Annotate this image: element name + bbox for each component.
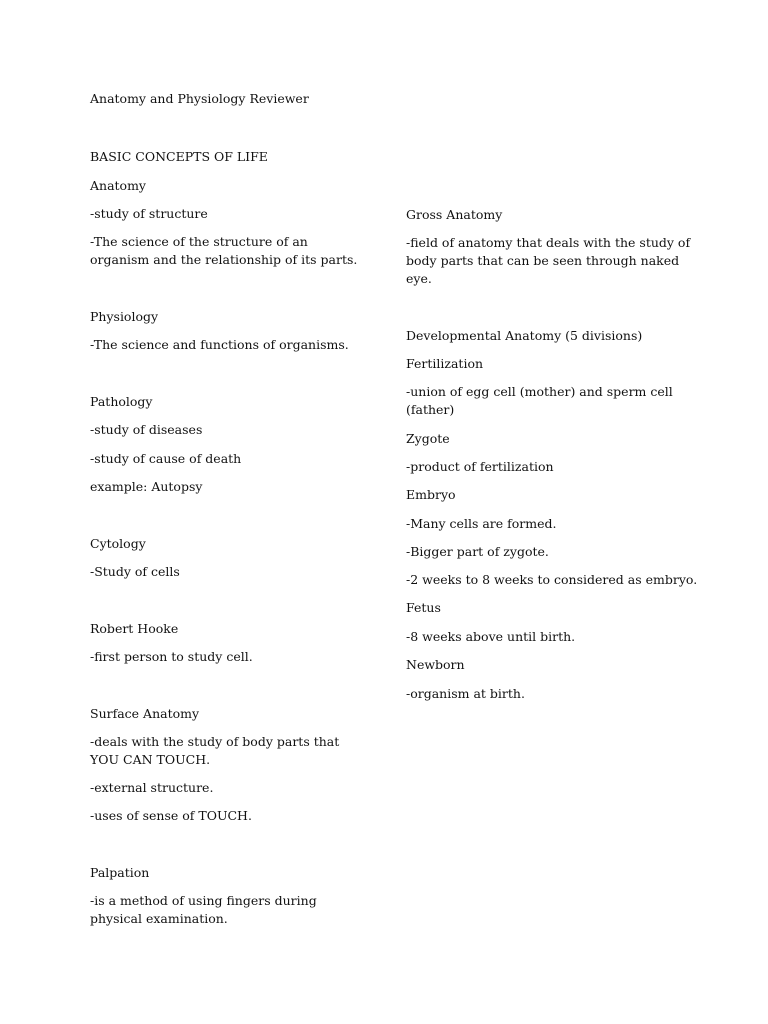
definition-robert-hooke-1: -first person to study cell. — [90, 649, 253, 664]
page-title: Anatomy and Physiology Reviewer — [90, 91, 309, 106]
definition-physiology-1: -The science and functions of organisms. — [90, 337, 349, 352]
definition-gross-anatomy-1: -field of anatomy that deals with the study of body parts that can be seen through naked eye. — [406, 235, 691, 286]
definition-cytology-1: -Study of cells — [90, 564, 180, 579]
section-heading: BASIC CONCEPTS OF LIFE — [90, 149, 268, 164]
definition-surface-anatomy-1: -deals with the study of body parts that YOU CAN TOUCH. — [90, 734, 340, 767]
term-fetus: Fetus — [406, 600, 441, 615]
term-cytology: Cytology — [90, 536, 146, 551]
definition-anatomy-1: -study of structure — [90, 206, 208, 221]
term-gross-anatomy: Gross Anatomy — [406, 207, 503, 222]
term-physiology: Physiology — [90, 309, 159, 324]
definition-embryo-2: -Bigger part of zygote. — [406, 544, 549, 559]
example-pathology: example: Autopsy — [90, 479, 203, 494]
term-robert-hooke: Robert Hooke — [90, 621, 179, 636]
definition-zygote-1: -product of fertilization — [406, 459, 554, 474]
definition-pathology-1: -study of diseases — [90, 422, 203, 437]
term-surface-anatomy: Surface Anatomy — [90, 706, 200, 721]
term-anatomy: Anatomy — [90, 178, 146, 193]
definition-embryo-3: -2 weeks to 8 weeks to considered as embryo. — [406, 572, 698, 587]
definition-surface-anatomy-2: -external structure. — [90, 780, 214, 795]
term-newborn: Newborn — [406, 657, 465, 672]
term-pathology: Pathology — [90, 394, 153, 409]
definition-fetus-1: -8 weeks above until birth. — [406, 629, 576, 644]
definition-newborn-1: -organism at birth. — [406, 686, 525, 701]
term-palpation: Palpation — [90, 865, 150, 880]
definition-embryo-1: -Many cells are formed. — [406, 516, 557, 531]
term-embryo: Embryo — [406, 487, 456, 502]
definition-anatomy-2: -The science of the structure of an organism and the relationship of its parts. — [90, 234, 358, 267]
definition-surface-anatomy-3: -uses of sense of TOUCH. — [90, 808, 252, 823]
definition-palpation-1: -is a method of using fingers during physical examination. — [90, 893, 317, 926]
term-fertilization: Fertilization — [406, 356, 484, 371]
definition-pathology-2: -study of cause of death — [90, 451, 242, 466]
term-zygote: Zygote — [406, 431, 450, 446]
term-developmental-anatomy: Developmental Anatomy (5 divisions) — [406, 328, 643, 343]
definition-fertilization-1: -union of egg cell (mother) and sperm cell (father) — [406, 384, 673, 417]
